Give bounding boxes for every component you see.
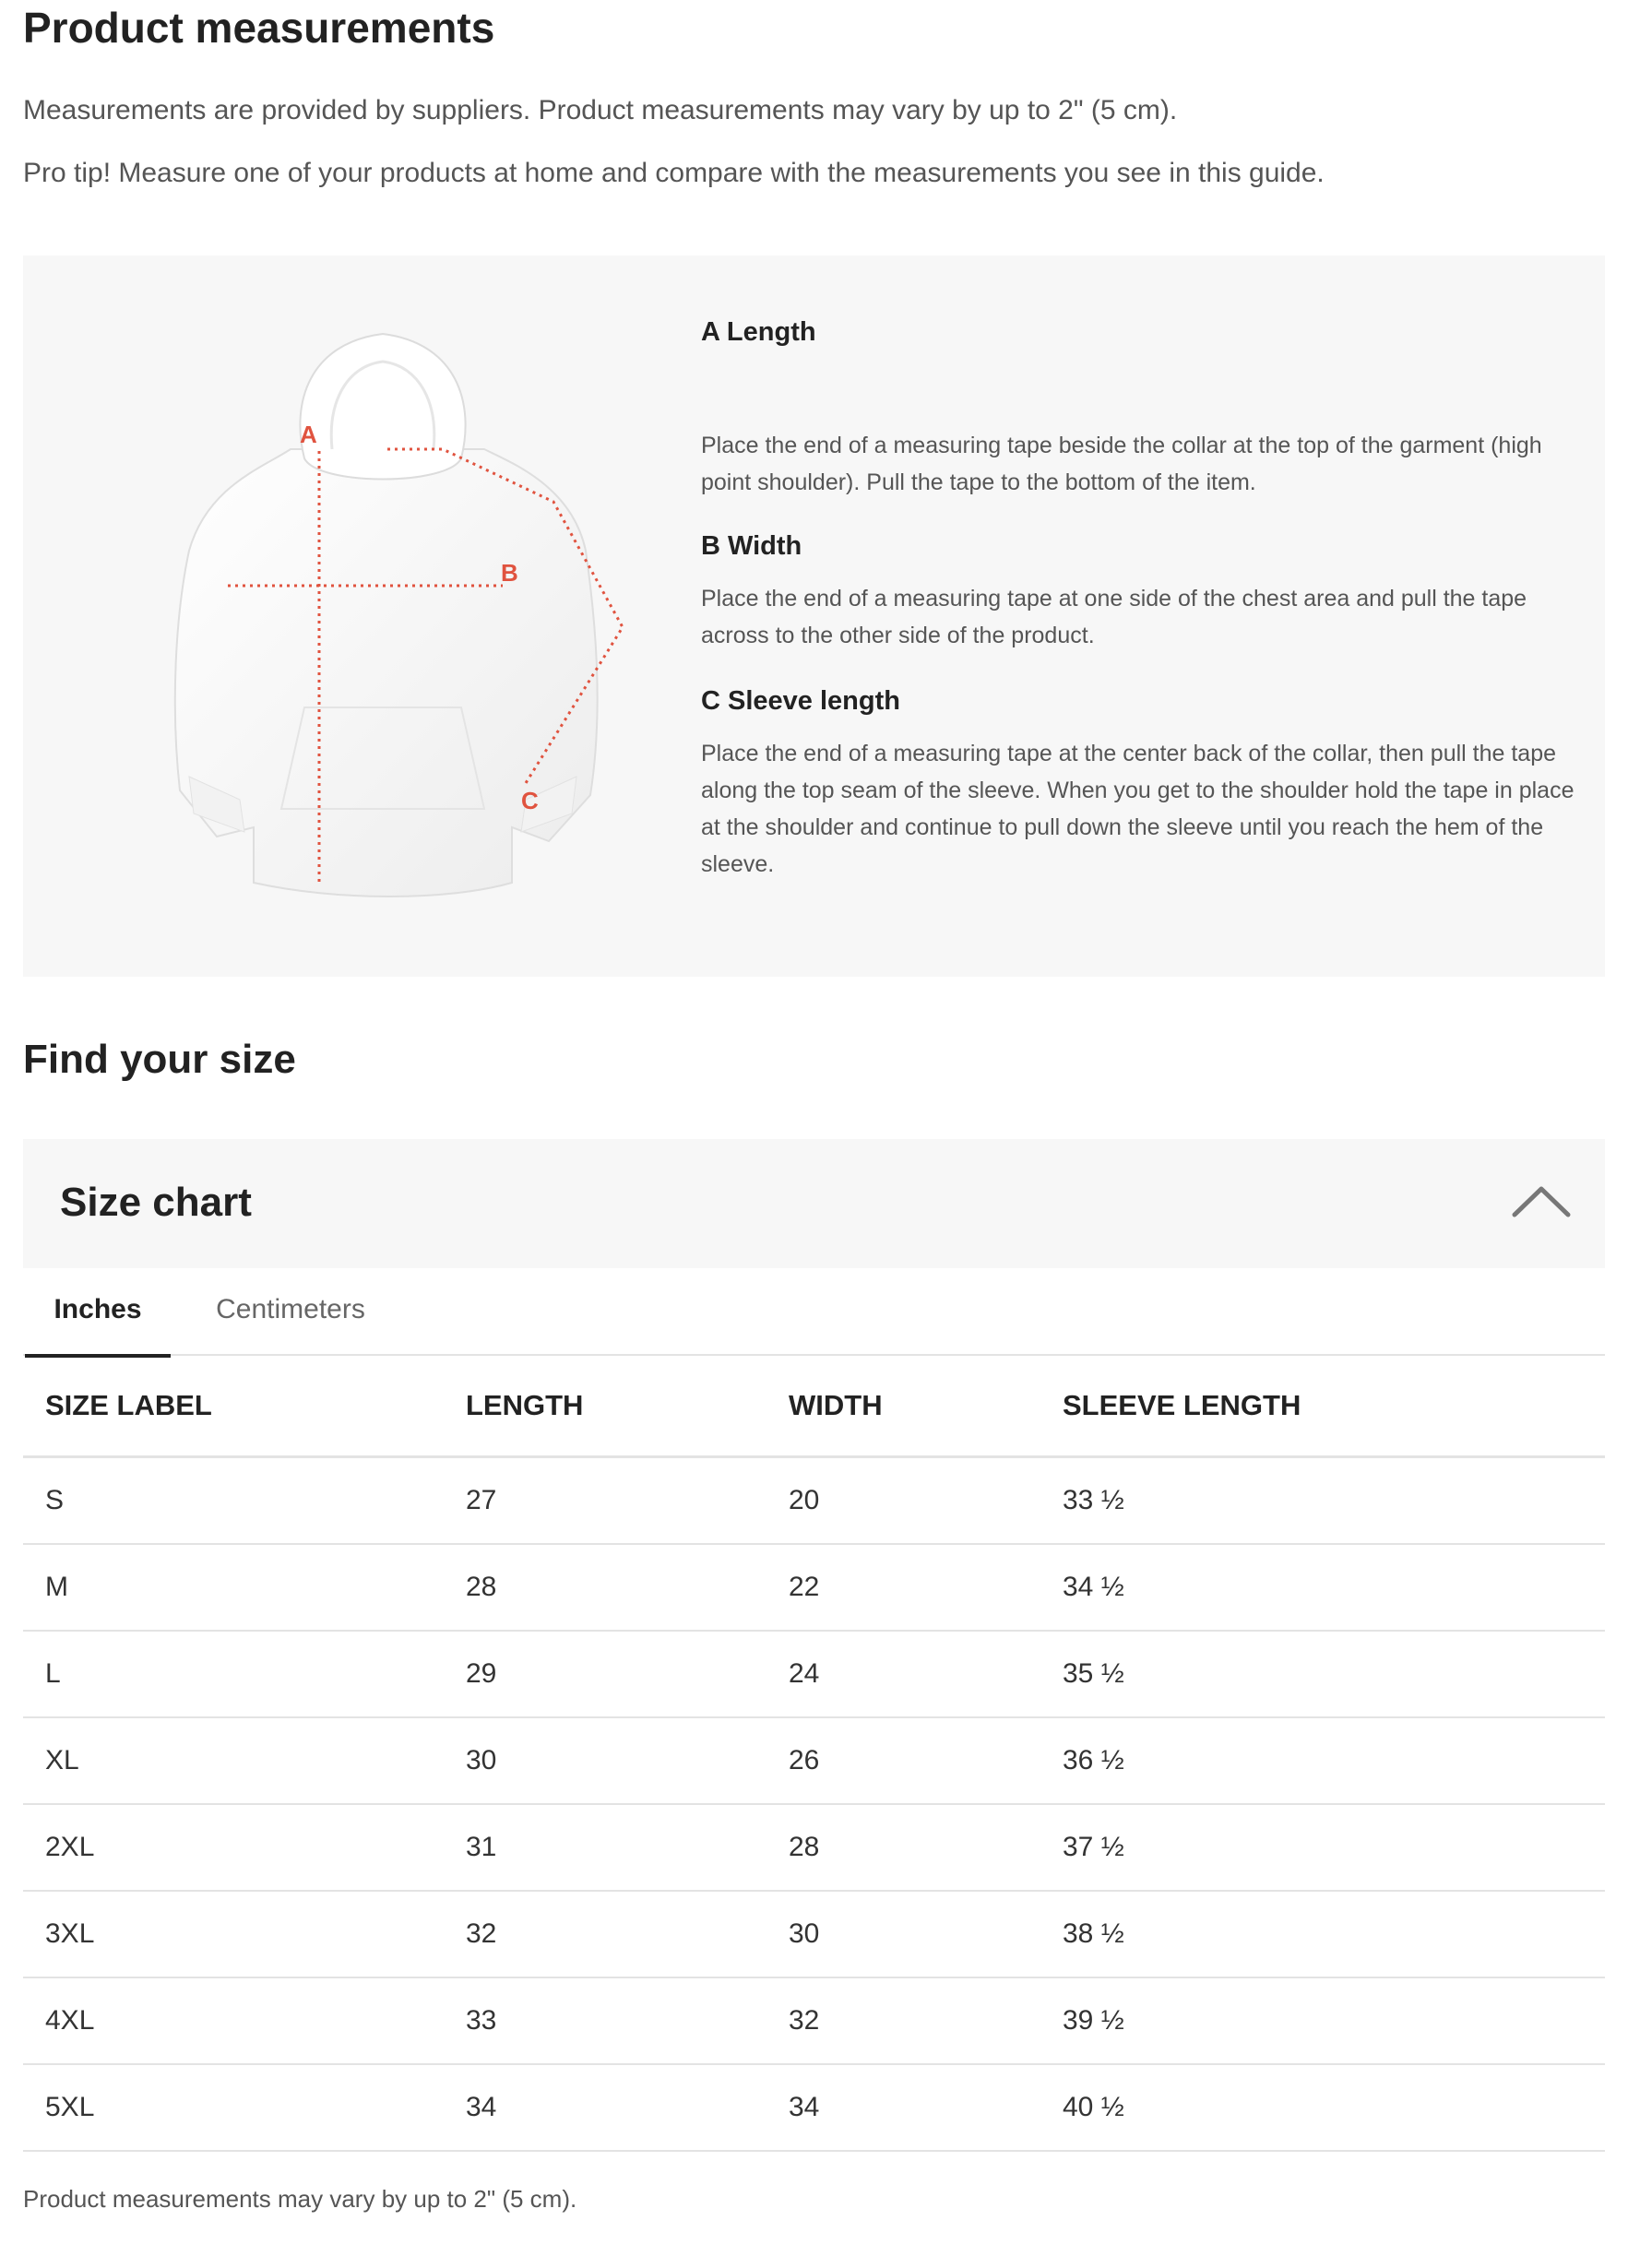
width-cell: 26 [789,1717,1063,1804]
hoodie-hood-shape [300,334,465,480]
table-row [23,1977,1605,2064]
column-header-sleeve-length: SLEEVE LENGTH [1063,1356,1605,1457]
sleeve-length-cell: 38 ½ [1063,1891,1605,1977]
find-your-size-heading: Find your size [23,1037,296,1082]
width-cell: 32 [789,1977,1063,2064]
size-label-cell: XL [23,1717,466,1804]
sleeve-length-cell: 36 ½ [1063,1717,1605,1804]
length-cell: 33 [466,1977,789,2064]
sleeve-length-cell: 40 ½ [1063,2064,1605,2151]
length-cell: 29 [466,1631,789,1717]
size-label-cell: M [23,1544,466,1631]
size-label-cell: 2XL [23,1804,466,1891]
width-title: B Width [701,531,802,561]
tab-centimeters[interactable]: Centimeters [216,1294,365,1324]
size-label-cell: S [23,1457,466,1545]
size-label-cell: 3XL [23,1891,466,1977]
size-label-cell: 5XL [23,2064,466,2151]
unit-tabs [23,1269,1605,1356]
width-cell: 34 [789,2064,1063,2151]
sleeve-length-cell: 33 ½ [1063,1457,1605,1545]
measurement-guide [23,255,1605,977]
footer-note: Product measurements may vary by up to 2" (5 cm). [23,2185,577,2213]
size-table [23,1356,1605,2152]
chevron-up-icon[interactable] [1511,1181,1572,1218]
marker-a-label: A [300,421,317,448]
page-title: Product measurements [23,4,495,52]
width-cell: 22 [789,1544,1063,1631]
size-chart-accordion-header[interactable] [23,1139,1605,1268]
sleeve-length-title: C Sleeve length [701,686,900,716]
length-cell: 31 [466,1804,789,1891]
size-label-cell: L [23,1631,466,1717]
sleeve-length-text: Place the end of a measuring tape at the center back of the collar, then pull the tape along the top seam of the sleeve. When you get to the shoulder hold the tape in place at the shoulder and continue to pull down the sleeve until you reach the hem of the sleeve. [701,741,1575,877]
length-cell: 34 [466,2064,789,2151]
length-cell: 28 [466,1544,789,1631]
width-cell: 24 [789,1631,1063,1717]
table-row [23,1544,1605,1631]
table-header-row [23,1356,1605,1457]
page [0,0,1628,190]
size-label-cell: 4XL [23,1977,466,2064]
hoodie-diagram [152,311,650,910]
length-cell: 32 [466,1891,789,1977]
length-title: A Length [701,317,816,347]
size-chart-title: Size chart [60,1180,252,1225]
length-text: Place the end of a measuring tape beside the collar at the top of the garment (high point shoulder). Pull the tape to the bottom of the item. [701,433,1542,495]
sleeve-length-cell: 34 ½ [1063,1544,1605,1631]
tab-inches[interactable]: Inches [25,1269,171,1358]
table-row [23,1891,1605,1977]
sleeve-length-cell: 35 ½ [1063,1631,1605,1717]
table-row [23,1457,1605,1545]
width-cell: 28 [789,1804,1063,1891]
table-row [23,1804,1605,1891]
marker-b-label: B [501,559,518,587]
table-row [23,1631,1605,1717]
pro-tip-text: Pro tip! Measure one of your products at home and compare with the measurements you see in this guide. [23,158,1325,188]
table-row [23,2064,1605,2151]
marker-c-label: C [521,787,539,814]
measurement-descriptions [701,316,1586,883]
sleeve-length-cell: 37 ½ [1063,1804,1605,1891]
sleeve-length-cell: 39 ½ [1063,1977,1605,2064]
column-header-size-label: SIZE LABEL [23,1356,466,1457]
length-cell: 27 [466,1457,789,1545]
intro-text: Measurements are provided by suppliers. Product measurements may vary by up to 2" (5 cm). [23,95,1178,125]
length-cell: 30 [466,1717,789,1804]
column-header-width: WIDTH [789,1356,1063,1457]
table-row [23,1717,1605,1804]
width-cell: 30 [789,1891,1063,1977]
column-header-length: LENGTH [466,1356,789,1457]
width-text: Place the end of a measuring tape at one side of the chest area and pull the tape across to the other side of the product. [701,586,1527,648]
width-cell: 20 [789,1457,1063,1545]
